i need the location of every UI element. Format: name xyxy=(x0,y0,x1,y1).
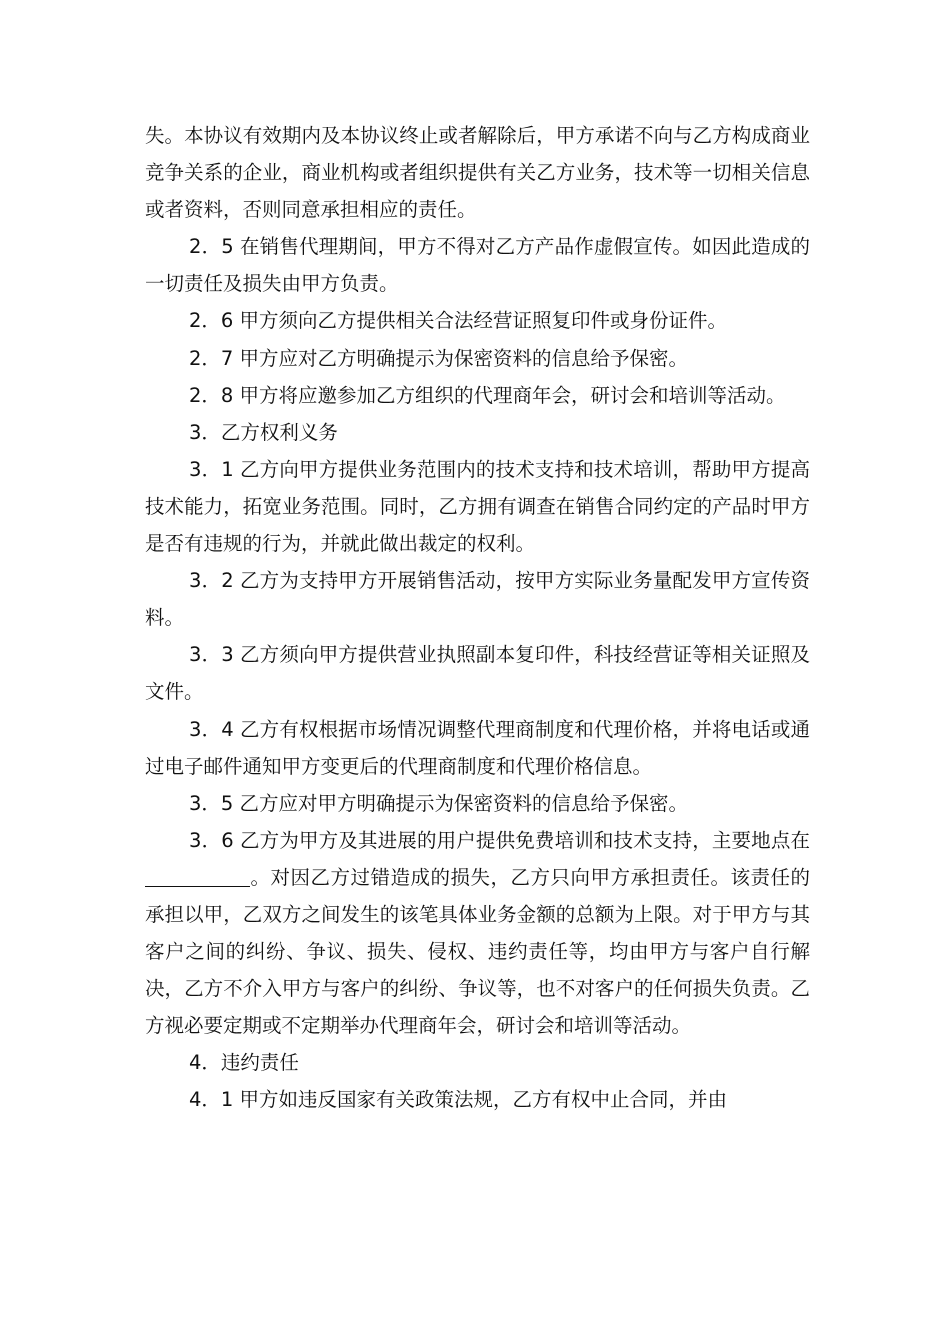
fill-in-blank-location xyxy=(145,865,250,886)
paragraph-3-6-part-1: 3．6 乙方为甲方及其进展的用户提供免费培训和技术支持，主要地点在 xyxy=(189,828,810,852)
paragraph-3-4: 3．4 乙方有权根据市场情况调整代理商制度和代理价格，并将电话或通过电子邮件通知甲方变更后的代理商制度和代理价格信息。 xyxy=(145,717,810,778)
document-body xyxy=(145,117,810,1119)
paragraph-4-1: 4．1 甲方如违反国家有关政策法规，乙方有权中止合同，并由 xyxy=(189,1088,728,1112)
section-heading-3: 3．乙方权利义务 xyxy=(189,420,338,444)
paragraph-2-6: 2．6 甲方须向乙方提供相关合法经营证照复印件或身份证件。 xyxy=(189,309,728,333)
paragraph-3-5: 3．5 乙方应对甲方明确提示为保密资料的信息给予保密。 xyxy=(189,791,689,815)
paragraph-3-2: 3．2 乙方为支持甲方开展销售活动，按甲方实际业务量配发甲方宣传资料。 xyxy=(145,569,810,630)
paragraph-3-6-part-2: 。对因乙方过错造成的损失，乙方只向甲方承担责任。该责任的承担以甲，乙双方之间发生的该笔具体业务金额的总额为上限。对于甲方与其客户之间的纠纷、争议、损失、侵权、违约责任等，均由甲方与客户自行解决，乙方不介入甲方与客户的纠纷、争议等，也不对客户的任何损失负责。乙方视必要定期或不定期举办代理商年会，研讨会和培训等活动。 xyxy=(145,865,810,1038)
paragraph-confidentiality-cont: 失。本协议有效期内及本协议终止或者解除后，甲方承诺不向与乙方构成商业竞争关系的企业，商业机构或者组织提供有关乙方业务，技术等一切相关信息或者资料，否则同意承担相应的责任。 xyxy=(145,124,810,222)
section-heading-4: 4．违约责任 xyxy=(189,1051,299,1075)
paragraph-3-3: 3．3 乙方须向甲方提供营业执照副本复印件，科技经营证等相关证照及文件。 xyxy=(145,643,810,704)
paragraph-3-6 xyxy=(145,822,810,1045)
paragraph-2-5: 2．5 在销售代理期间，甲方不得对乙方产品作虚假宣传。如因此造成的一切责任及损失由甲方负责。 xyxy=(145,235,810,296)
paragraph-3-1: 3．1 乙方向甲方提供业务范围内的技术支持和技术培训，帮助甲方提高技术能力，拓宽业务范围。同时，乙方拥有调查在销售合同约定的产品时甲方是否有违规的行为，并就此做出裁定的权利。 xyxy=(145,457,810,556)
paragraph-2-7: 2．7 甲方应对乙方明确提示为保密资料的信息给予保密。 xyxy=(189,346,689,370)
paragraph-2-8: 2．8 甲方将应邀参加乙方组织的代理商年会，研讨会和培训等活动。 xyxy=(189,383,786,407)
